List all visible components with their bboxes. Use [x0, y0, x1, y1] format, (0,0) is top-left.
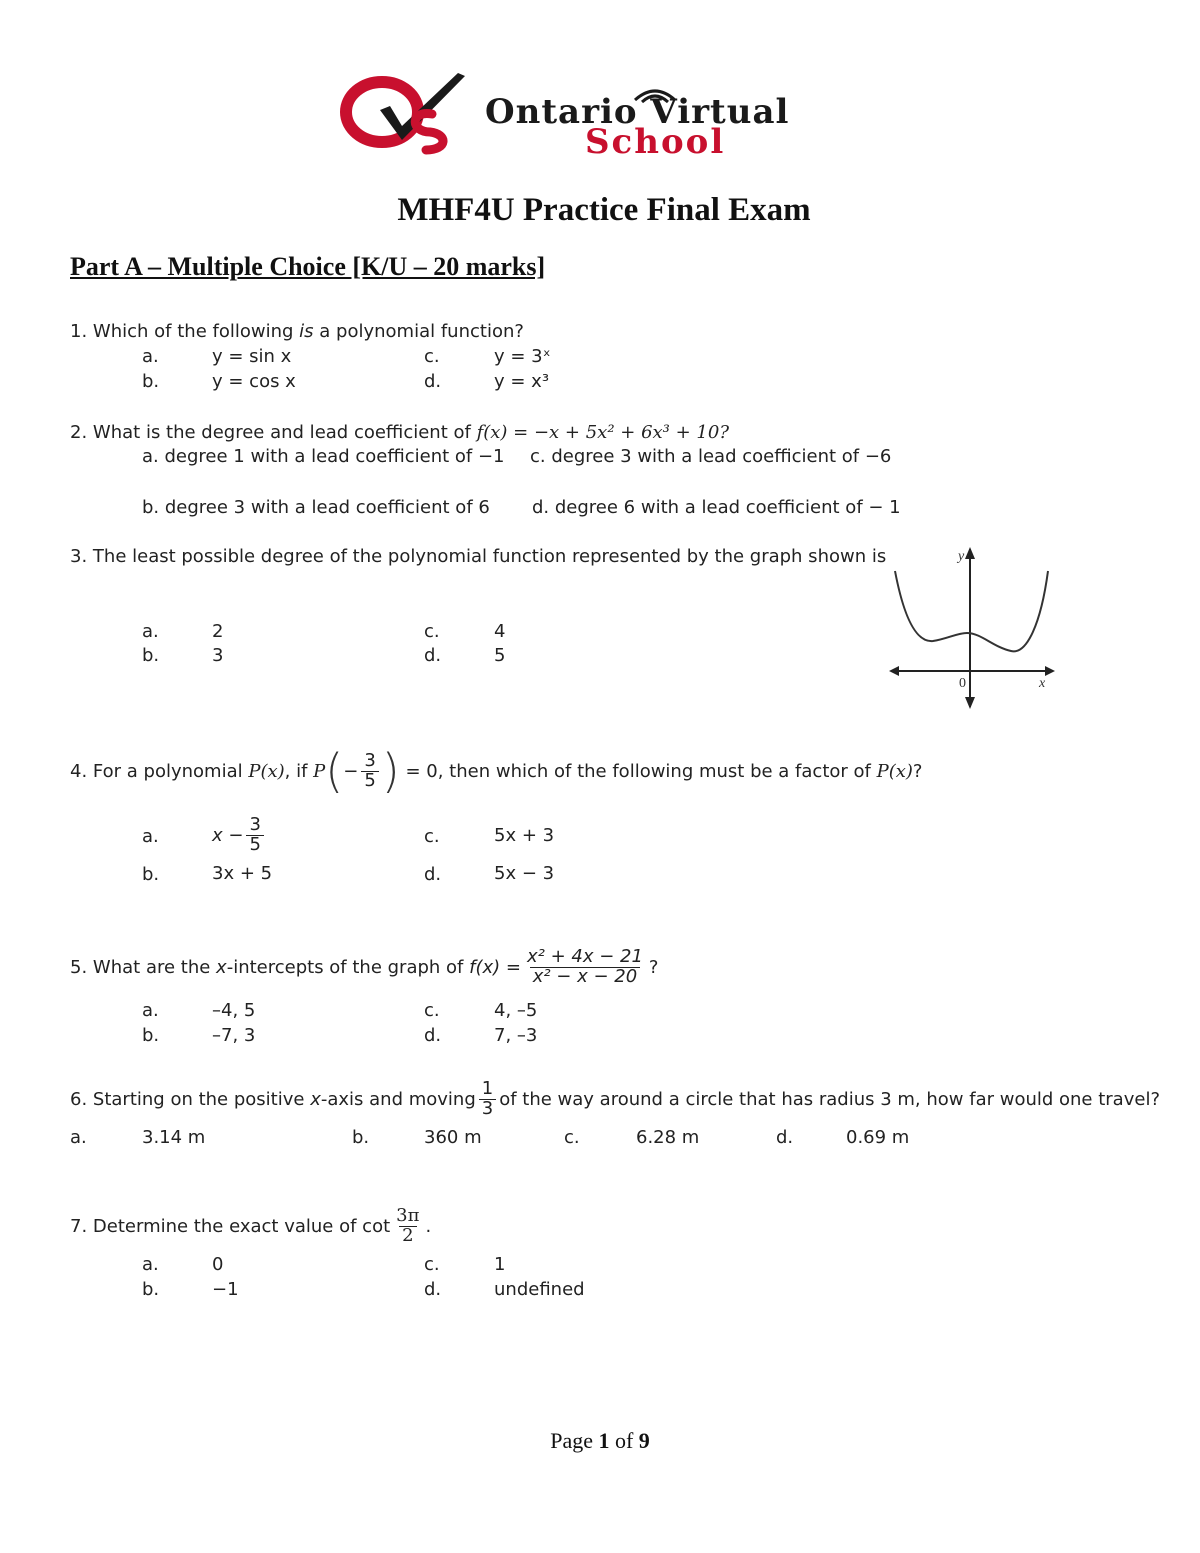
q6-option-a-letter: a.	[70, 1127, 87, 1148]
q1-option-a: y = sin x	[212, 346, 292, 367]
q7-option-c-letter: c.	[424, 1254, 440, 1275]
question-1: 1. Which of the following is a polynomial function?	[70, 321, 524, 342]
x-axis-arrow-right	[1045, 666, 1055, 676]
exam-title: MHF4U Practice Final Exam	[397, 192, 811, 228]
graph-origin-label: 0	[959, 676, 966, 691]
q5-option-a: –4, 5	[212, 1000, 256, 1021]
q4-option-d: 5x − 3	[494, 863, 555, 884]
q5-fraction: $\frac{\text{x² + 4x − 21}}{\text{x² − x − 20}}$	[526, 945, 643, 987]
q2-expression: f(x) = −x + 5x² + 6x³ + 10?	[476, 422, 729, 443]
q3-option-a-letter: a.	[142, 621, 159, 642]
q7-option-d-letter: d.	[424, 1279, 442, 1300]
q6-option-a: 3.14 m	[142, 1127, 206, 1148]
q5-option-d: 7, –3	[494, 1025, 538, 1046]
q4-option-d-letter: d.	[424, 864, 442, 885]
graph-y-label: y	[958, 549, 965, 564]
question-3: 3. The least possible degree of the polynomial function represented by the graph shown is	[70, 546, 887, 567]
q3-option-c-letter: c.	[424, 621, 440, 642]
q4-option-b-letter: b.	[142, 864, 160, 885]
q1-option-a-letter: a.	[142, 346, 159, 367]
q4-option-b: 3x + 5	[212, 863, 273, 884]
q6-option-d-letter: d.	[776, 1127, 794, 1148]
q4-option-c-letter: c.	[424, 826, 440, 847]
q6-fraction: $\frac{1}{3}$	[479, 1080, 496, 1119]
q3-option-b: 3	[212, 645, 224, 666]
q4-option-c: 5x + 3	[494, 825, 555, 846]
q1-option-b-letter: b.	[142, 371, 160, 392]
q6-option-b: 360 m	[424, 1127, 482, 1148]
q5-option-b: –7, 3	[212, 1025, 256, 1046]
q4-option-a-letter: a.	[142, 826, 159, 847]
school-logo	[340, 70, 870, 160]
polynomial-curve	[895, 571, 1048, 651]
q6-option-c: 6.28 m	[636, 1127, 700, 1148]
question-4: 4. For a polynomial P(x) , if P ( − $\frac{3}{5}$ ) = 0, then which of the following must be a factor of P(x) ?	[70, 744, 923, 798]
q6-option-b-letter: b.	[352, 1127, 370, 1148]
q3-option-a: 2	[212, 621, 224, 642]
q2-option-b: b. degree 3 with a lead coefficient of 6	[142, 497, 490, 518]
q4-option-a: x − $\frac{3}{5}$	[212, 808, 267, 862]
question-6: 6. Starting on the positive x -axis and moving $\frac{1}{3}$ of the way around a circle that has radius 3 m, how far would one travel?	[70, 1077, 1160, 1119]
q7-option-b: −1	[212, 1279, 239, 1300]
x-axis-arrow-left	[889, 666, 899, 676]
ovs-logo-icon	[340, 70, 470, 156]
q1-option-c: y = 3ˣ	[494, 346, 551, 367]
q5-option-b-letter: b.	[142, 1025, 160, 1046]
q1-option-c-letter: c.	[424, 346, 440, 367]
q7-option-a: 0	[212, 1254, 224, 1275]
q2-option-a: a. degree 1 with a lead coefficient of −1	[142, 446, 505, 467]
q1-option-d-letter: d.	[424, 371, 442, 392]
q1-option-d: y = x³	[494, 371, 550, 392]
q5-option-d-letter: d.	[424, 1025, 442, 1046]
q3-option-d: 5	[494, 645, 506, 666]
q5-option-c: 4, –5	[494, 1000, 538, 1021]
q3-polynomial-graph	[885, 543, 1065, 713]
y-axis-arrow-up	[965, 547, 975, 559]
logo-line2: School	[585, 122, 726, 162]
graph-x-label: x	[1039, 676, 1046, 691]
q5-option-a-letter: a.	[142, 1000, 159, 1021]
part-heading: Part A – Multiple Choice [K/U – 20 marks]	[70, 252, 546, 281]
q6-option-c-letter: c.	[564, 1127, 580, 1148]
q1-option-b: y = cos x	[212, 371, 296, 392]
q7-option-c: 1	[494, 1254, 506, 1275]
q7-fraction: $\frac{3\pi}{2}$	[396, 1204, 420, 1246]
q3-option-b-letter: b.	[142, 645, 160, 666]
q5-option-c-letter: c.	[424, 1000, 440, 1021]
q3-option-c: 4	[494, 621, 506, 642]
q3-option-d-letter: d.	[424, 645, 442, 666]
q7-option-b-letter: b.	[142, 1279, 160, 1300]
question-2: 2. What is the degree and lead coefficient of f(x) = −x + 5x² + 6x³ + 10?	[70, 422, 729, 443]
q2-option-c: c. degree 3 with a lead coefficient of −6	[530, 446, 892, 467]
page-footer: Page 1 of 9	[550, 1428, 650, 1453]
q6-option-d: 0.69 m	[846, 1127, 910, 1148]
q7-option-a-letter: a.	[142, 1254, 159, 1275]
logo-line1: Ontario Virtual	[485, 92, 790, 132]
q2-option-d: d. degree 6 with a lead coefficient of − 1	[532, 497, 901, 518]
q7-option-d: undefined	[494, 1279, 585, 1300]
q4-fraction: $\frac{3}{5}$	[361, 752, 378, 791]
question-7: 7. Determine the exact value of cot $\frac{3\pi}{2}$ .	[70, 1204, 432, 1246]
question-5: 5. What are the x -intercepts of the graph of f(x) = $\frac{\text{x² + 4x − 21}}{\text{x² − x − 20}}$ ?	[70, 945, 659, 987]
y-axis-arrow-down	[965, 697, 975, 709]
